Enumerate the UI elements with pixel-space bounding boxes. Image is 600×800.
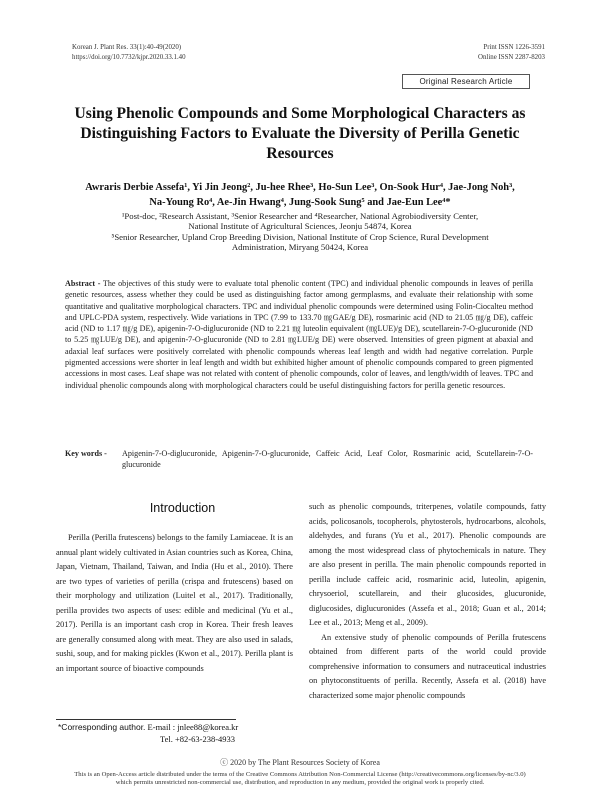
license-line: This is an Open-Access article distributed under the terms of the Creative Commons Attribution Non-Commercial License (http://creativecommons.org/licenses/by-nc/3.0) bbox=[74, 771, 526, 778]
affiliation-line: National Institute of Agricultural Sciences, Jeonju 54874, Korea bbox=[188, 221, 412, 232]
page-footer bbox=[40, 757, 560, 788]
abstract bbox=[65, 278, 533, 391]
article-type-badge: Original Research Article bbox=[402, 74, 530, 89]
paper-title: Using Phenolic Compounds and Some Morphological Characters as Distinguishing Factors to Evaluate the Diversity of Perilla Genetic Resources bbox=[74, 105, 526, 162]
abstract-label: Abstract - bbox=[65, 279, 101, 288]
journal-citation: Korean J. Plant Res. 33(1):40-49(2020) bbox=[72, 44, 182, 51]
author-line: Na-Young Ro⁴, Ae-Jin Hwang⁴, Jung-Sook Sung⁵ and Jae-Eun Lee⁴* bbox=[149, 196, 451, 208]
keywords-label: Key words - bbox=[65, 449, 107, 458]
affiliation-line: ¹Post-doc, ²Research Assistant, ³Senior Researcher and ⁴Researcher, National Agrobiodiversity Center, bbox=[121, 211, 479, 221]
intro-paragraph: such as phenolic compounds, triterpenes, volatile compounds, fatty acids, policosanols, tocopherols, phytosterols, hydrocarbons, alcohols, aldehydes, and furans (Yu et al., 2017). Phenolic compounds are among the most widespread class of phytochemicals in nature. They are also present in perilla. The main phenolic compounds reported in perilla include caffeic acid, rosmarinic acid, luteolin, apigenin, chrysoeriol, scutellarein, and their glucosides, glucuronide, diglucosides, diglucuronides (Assefa et al., 2018; Guan et al., 2014; Lee et al., 2013; Meng et al., 2009). bbox=[309, 502, 546, 627]
license-line: which permits unrestricted non-commercial use, distribution, and reproduction in any medium, provided the original work is properly cited. bbox=[115, 779, 485, 787]
section-heading-introduction: Introduction bbox=[149, 501, 216, 515]
journal-header-right bbox=[478, 43, 545, 63]
corresponding-tel: Tel. +82-63-238-4933 bbox=[160, 733, 236, 744]
journal-header-left bbox=[72, 43, 186, 63]
affiliation-line: Administration, Miryang 50424, Korea bbox=[231, 242, 369, 253]
corresponding-author-label: *Corresponding author. bbox=[58, 722, 146, 732]
author-line: Awraris Derbie Assefa¹, Yi Jin Jeong², Ju-hee Rhee³, Ho-Sun Lee³, On-Sook Hur⁴, Jae-Jong Noh³, bbox=[85, 182, 515, 193]
print-issn: Print ISSN 1226-3591 bbox=[483, 44, 545, 51]
keywords-text: Apigenin-7-O-diglucuronide, Apigenin-7-O-glucuronide, Caffeic Acid, Leaf Color, Rosmarinic acid, Scutellarein-7-O-glucuronide bbox=[122, 449, 533, 470]
doi-link[interactable]: https://doi.org/10.7732/kjpr.2020.33.1.40 bbox=[72, 54, 186, 61]
intro-paragraph: An extensive study of phenolic compounds of Perilla frutescens obtained from different parts of the world could provide comprehensive information to consumers and nutraceutical industries on phytoconstituents of perilla. Recently, Assefa et al. (2018) have characterized some major phenolic compounds bbox=[309, 632, 546, 700]
author-list bbox=[60, 181, 540, 210]
intro-paragraph: Perilla (Perilla frutescens) belongs to the family Lamiaceae. It is an annual plant widely cultivated in Asian countries such as Korea, China, Japan, Vietnam, Thailand, Taiwan, and India (Hu et al., 2010). There are two types of varieties of perilla (crispa and frutescens) based on their morphology and utilization (Luitel et al., 2017). Traditionally, perilla provides two aspects of uses: edible and medicinal (Yu et al., 2017). Perilla is an important cash crop in Korea. Their fresh leaves are generally consumed along with meat. They are also used in salads, sushi, soup, and for making pickles (Kwon et al., 2017). Perilla plant is an important source of bioactive compounds bbox=[56, 533, 293, 673]
affiliation-line: ⁵Senior Researcher, Upland Crop Breeding Division, National Institute of Crop Science, Rural Development bbox=[111, 231, 489, 242]
keywords bbox=[65, 448, 533, 471]
abstract-text: The objectives of this study were to evaluate total phenolic content (TPC) and individual phenolic compounds in leaves of perilla genetic resources, assess whether they could be used as distinguishing factor among germplasms, and evaluate their relationship with some quantitative and qualitative morphological characters. TPC and individual phenolic compounds were determined using Folin-Ciocalteu method and UPLC-PDA system, respectively. Wide variations in TPC (7.99 to 133.70 ㎎GAE/g DE), rosmarinic acid (ND to 21.05 ㎎/g DE), caffeic acid (ND to 1.17 ㎎/g DE), apigenin-7-O-diglucuronide (ND to 2.21 ㎎ luteolin equivalent (㎎LUE)/g DE), scutellarein-7-O-glucuronide (ND to 5.25 ㎎LUE/g DE), and apigenin-7-O-glucuronide (ND to 2.81 ㎎LUE/g DE) were observed. Intensities of green pigment at abaxial and adaxial leaf surfaces were positively correlated with phenolic compounds whereas leaf length and width had negative correlation. Purple pigmented accessions were shorter in leaf length and width but exhibited higher amount of phenolic compounds compared to green pigmented accessions in most cases. Leaf shape was not related with content of phenolic compounds, color of leaves, and length/width of leaves. TPC and individual phenolic compounds along with morphological characters could be useful distinguishing factors for perilla genetic resources. bbox=[65, 279, 533, 390]
copyright-notice: ⓒ 2020 by The Plant Resources Society of Korea bbox=[220, 758, 380, 767]
affiliations bbox=[60, 211, 540, 253]
body-column-right bbox=[309, 500, 546, 703]
footnote-divider bbox=[56, 719, 236, 720]
online-issn: Online ISSN 2287-8203 bbox=[478, 54, 545, 61]
corresponding-author-note bbox=[58, 722, 238, 745]
body-column-left bbox=[56, 531, 293, 676]
corresponding-email[interactable]: E-mail : jnlee88@korea.kr bbox=[147, 722, 239, 732]
